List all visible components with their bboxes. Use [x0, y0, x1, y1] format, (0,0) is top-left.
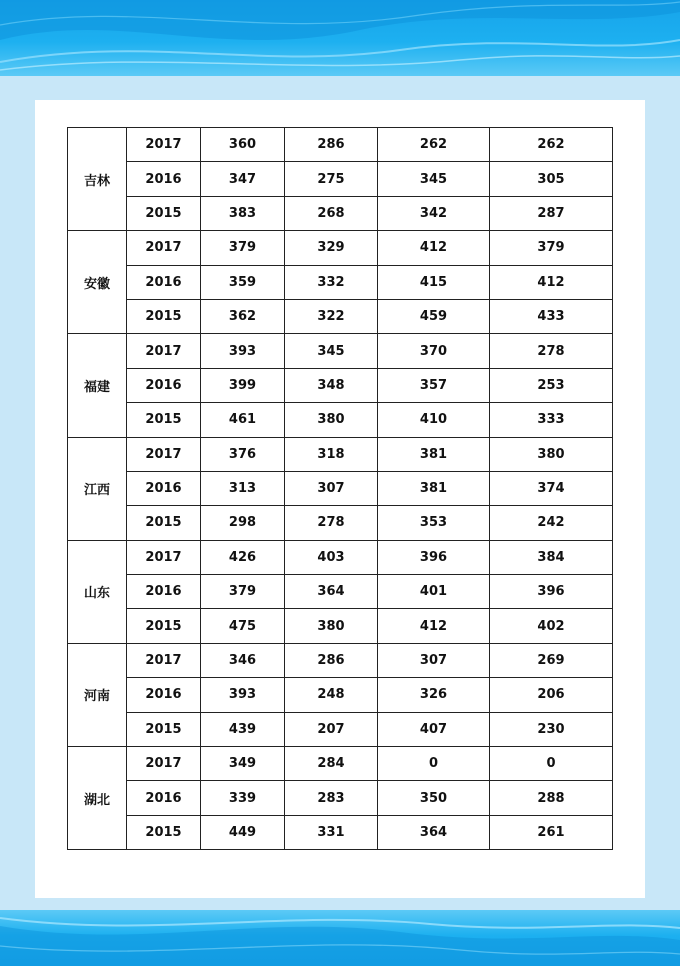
table-row	[68, 747, 613, 781]
score-cell: 380	[285, 403, 378, 437]
score-cell: 379	[201, 575, 285, 609]
year-cell: 2017	[127, 747, 201, 781]
table-row	[68, 368, 613, 402]
score-cell: 350	[378, 781, 490, 815]
score-cell: 403	[285, 540, 378, 574]
wave-decoration	[0, 0, 680, 76]
score-cell: 347	[201, 162, 285, 196]
score-cell: 342	[378, 196, 490, 230]
score-cell: 415	[378, 265, 490, 299]
year-cell: 2015	[127, 299, 201, 333]
score-cell: 364	[285, 575, 378, 609]
score-cell: 207	[285, 712, 378, 746]
score-cell: 396	[378, 540, 490, 574]
score-cell: 459	[378, 299, 490, 333]
score-cell: 357	[378, 368, 490, 402]
score-cell: 410	[378, 403, 490, 437]
score-cell: 278	[490, 334, 613, 368]
score-cell: 284	[285, 747, 378, 781]
year-cell: 2016	[127, 471, 201, 505]
province-cell: 江西	[68, 437, 127, 540]
year-cell: 2016	[127, 368, 201, 402]
score-cell: 313	[201, 471, 285, 505]
score-cell: 412	[378, 609, 490, 643]
score-cell: 401	[378, 575, 490, 609]
score-cell: 353	[378, 506, 490, 540]
score-table	[67, 127, 613, 850]
score-cell: 379	[490, 231, 613, 265]
year-cell: 2016	[127, 265, 201, 299]
score-cell: 230	[490, 712, 613, 746]
score-cell: 286	[285, 643, 378, 677]
province-cell: 山东	[68, 540, 127, 643]
score-cell: 206	[490, 678, 613, 712]
year-cell: 2016	[127, 781, 201, 815]
score-cell: 283	[285, 781, 378, 815]
score-cell: 475	[201, 609, 285, 643]
score-cell: 426	[201, 540, 285, 574]
year-cell: 2016	[127, 575, 201, 609]
score-cell: 399	[201, 368, 285, 402]
score-cell: 287	[490, 196, 613, 230]
score-cell: 262	[378, 128, 490, 162]
score-cell: 0	[490, 747, 613, 781]
score-cell: 322	[285, 299, 378, 333]
score-cell: 380	[285, 609, 378, 643]
year-cell: 2017	[127, 334, 201, 368]
footer-wave-band	[0, 910, 680, 966]
table-row	[68, 678, 613, 712]
score-cell: 433	[490, 299, 613, 333]
table-row	[68, 575, 613, 609]
score-cell: 381	[378, 437, 490, 471]
score-cell: 0	[378, 747, 490, 781]
year-cell: 2015	[127, 403, 201, 437]
score-cell: 374	[490, 471, 613, 505]
score-cell: 439	[201, 712, 285, 746]
year-cell: 2015	[127, 815, 201, 849]
score-cell: 370	[378, 334, 490, 368]
score-cell: 248	[285, 678, 378, 712]
province-cell: 湖北	[68, 747, 127, 850]
score-cell: 359	[201, 265, 285, 299]
table-row	[68, 437, 613, 471]
year-cell: 2015	[127, 196, 201, 230]
score-cell: 407	[378, 712, 490, 746]
year-cell: 2015	[127, 506, 201, 540]
table-row	[68, 643, 613, 677]
score-cell: 345	[378, 162, 490, 196]
score-cell: 449	[201, 815, 285, 849]
province-cell: 福建	[68, 334, 127, 437]
score-cell: 412	[490, 265, 613, 299]
score-cell: 329	[285, 231, 378, 265]
score-cell: 376	[201, 437, 285, 471]
score-cell: 396	[490, 575, 613, 609]
table-row	[68, 506, 613, 540]
score-cell: 412	[378, 231, 490, 265]
score-cell: 346	[201, 643, 285, 677]
score-cell: 339	[201, 781, 285, 815]
score-cell: 331	[285, 815, 378, 849]
year-cell: 2017	[127, 128, 201, 162]
score-cell: 333	[490, 403, 613, 437]
province-cell: 安徽	[68, 231, 127, 334]
table-row	[68, 609, 613, 643]
score-cell: 275	[285, 162, 378, 196]
table-row	[68, 299, 613, 333]
score-cell: 318	[285, 437, 378, 471]
table-row	[68, 712, 613, 746]
province-cell: 吉林	[68, 128, 127, 231]
year-cell: 2017	[127, 231, 201, 265]
score-cell: 261	[490, 815, 613, 849]
score-cell: 253	[490, 368, 613, 402]
year-cell: 2017	[127, 437, 201, 471]
score-cell: 305	[490, 162, 613, 196]
table-row	[68, 471, 613, 505]
score-cell: 380	[490, 437, 613, 471]
score-cell: 364	[378, 815, 490, 849]
score-cell: 278	[285, 506, 378, 540]
score-cell: 345	[285, 334, 378, 368]
table-row	[68, 128, 613, 162]
province-cell: 河南	[68, 643, 127, 746]
score-cell: 298	[201, 506, 285, 540]
table-row	[68, 403, 613, 437]
header-wave-band	[0, 0, 680, 76]
year-cell: 2016	[127, 678, 201, 712]
score-cell: 288	[490, 781, 613, 815]
table-row	[68, 196, 613, 230]
score-cell: 326	[378, 678, 490, 712]
score-cell: 307	[378, 643, 490, 677]
wave-decoration	[0, 910, 680, 966]
score-cell: 348	[285, 368, 378, 402]
score-cell: 268	[285, 196, 378, 230]
year-cell: 2015	[127, 609, 201, 643]
score-cell: 349	[201, 747, 285, 781]
score-cell: 393	[201, 678, 285, 712]
score-cell: 360	[201, 128, 285, 162]
score-cell: 269	[490, 643, 613, 677]
score-cell: 461	[201, 403, 285, 437]
table-row	[68, 265, 613, 299]
table-row	[68, 162, 613, 196]
table-row	[68, 231, 613, 265]
table-row	[68, 540, 613, 574]
score-cell: 242	[490, 506, 613, 540]
score-cell: 383	[201, 196, 285, 230]
year-cell: 2017	[127, 540, 201, 574]
score-cell: 402	[490, 609, 613, 643]
year-cell: 2017	[127, 643, 201, 677]
score-cell: 307	[285, 471, 378, 505]
score-cell: 384	[490, 540, 613, 574]
score-cell: 362	[201, 299, 285, 333]
table-row	[68, 334, 613, 368]
table-row	[68, 815, 613, 849]
year-cell: 2015	[127, 712, 201, 746]
score-cell: 379	[201, 231, 285, 265]
score-cell: 381	[378, 471, 490, 505]
year-cell: 2016	[127, 162, 201, 196]
score-cell: 332	[285, 265, 378, 299]
score-cell: 393	[201, 334, 285, 368]
table-row	[68, 781, 613, 815]
score-cell: 262	[490, 128, 613, 162]
score-cell: 286	[285, 128, 378, 162]
